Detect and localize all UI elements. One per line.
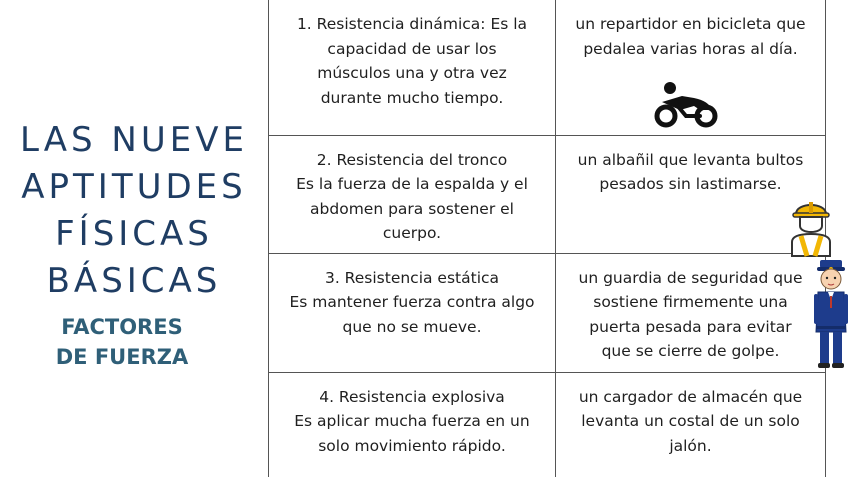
definition-line: 1. Resistencia dinámica: Es la <box>296 15 528 33</box>
page-title <box>0 117 268 305</box>
example-cell <box>556 0 826 135</box>
example-line: pedalea varias horas al día. <box>583 39 798 58</box>
definition-line: que no se mueve. <box>342 317 482 336</box>
aptitudes-table <box>268 0 826 477</box>
definition-line: solo movimiento rápido. <box>318 436 506 455</box>
example-line: levanta un costal de un solo <box>581 412 800 430</box>
example-cell <box>556 135 826 253</box>
page-subtitle <box>0 312 244 372</box>
example-line: un albañil que levanta bultos <box>577 150 804 169</box>
definition-cell <box>269 135 556 253</box>
left-panel <box>0 0 268 477</box>
example-line: un cargador de almacén que <box>578 387 803 406</box>
title-line: APTITUDES <box>21 167 247 207</box>
title-line: FÍSICAS <box>55 214 213 254</box>
title-line: LAS NUEVE <box>20 120 248 160</box>
definition-line: cuerpo. <box>382 224 442 242</box>
definition-line: Es aplicar mucha fuerza en un <box>294 412 530 430</box>
subtitle-line: DE FUERZA <box>55 345 189 369</box>
example-line: un guardia de seguridad que <box>578 268 803 287</box>
example-line: sostiene firmemente una <box>593 293 788 311</box>
example-cell <box>556 253 826 372</box>
security-guard-icon <box>814 260 848 370</box>
table-row <box>269 0 826 135</box>
example-line: puerta pesada para evitar <box>589 317 792 336</box>
definition-cell <box>269 0 556 135</box>
subtitle-line: FACTORES <box>61 315 183 339</box>
table-row <box>269 253 826 372</box>
definition-line: abdomen para sostener el <box>310 199 514 218</box>
table-row <box>269 372 826 477</box>
example-line: que se cierre de golpe. <box>601 342 780 360</box>
example-line: pesados sin lastimarse. <box>599 175 782 193</box>
definition-cell <box>269 372 556 477</box>
example-line: un repartidor en bicicleta que <box>575 15 806 33</box>
definition-line: Es la fuerza de la espalda y el <box>296 175 528 193</box>
definition-line: 3. Resistencia estática <box>324 268 500 287</box>
definition-line: músculos una y otra vez <box>317 64 507 82</box>
example-cell <box>556 372 826 477</box>
definition-line: Es mantener fuerza contra algo <box>289 293 535 311</box>
construction-worker-icon <box>788 196 834 258</box>
definition-line: durante mucho tiempo. <box>320 88 504 107</box>
definition-line: capacidad de usar los <box>327 39 497 58</box>
example-line: jalón. <box>669 436 712 455</box>
table-row <box>269 135 826 253</box>
definition-line: 2. Resistencia del tronco <box>316 150 508 169</box>
title-line: BÁSICAS <box>46 261 222 301</box>
definition-cell <box>269 253 556 372</box>
cyclist-icon <box>652 80 722 132</box>
definition-line: 4. Resistencia explosiva <box>319 387 505 406</box>
